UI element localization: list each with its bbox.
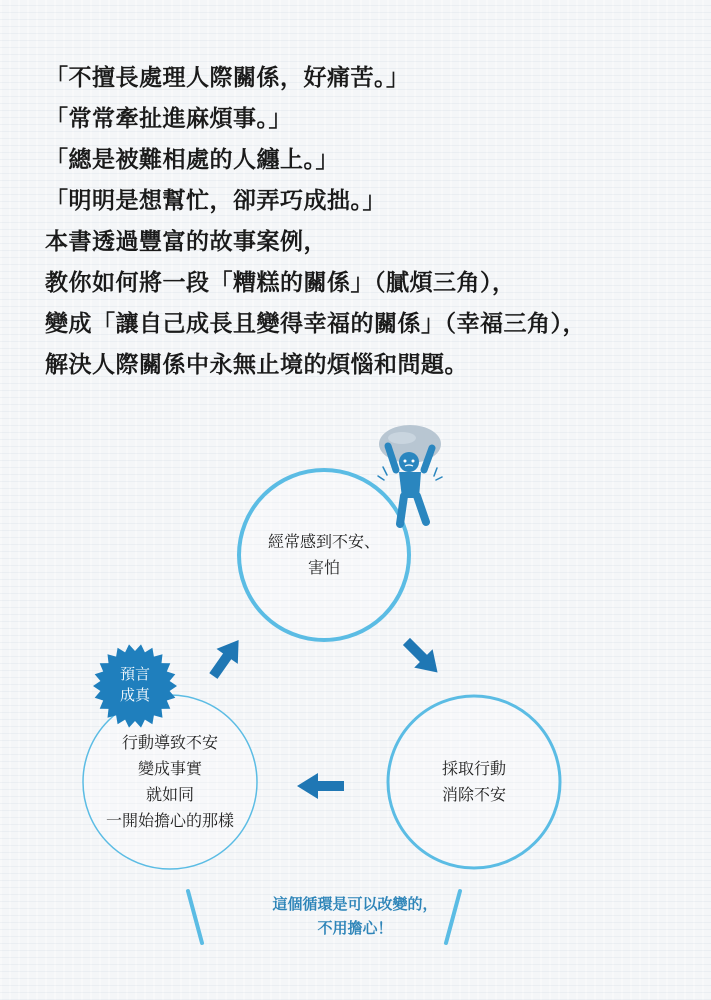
intro-line: 「不擅長處理人際關係，好痛苦。」 (45, 65, 410, 91)
intro-line: 教你如何將一段「糟糕的關係」（膩煩三角）， (45, 270, 516, 296)
badge-label: 預言 成真 (119, 665, 150, 704)
top-circle-label: 經常感到不安、 害怕 (267, 532, 380, 577)
intro-line: 本書透過豐富的故事案例， (45, 229, 327, 255)
arrow-left-icon (297, 773, 344, 799)
right-circle-label: 採取行動 消除不安 (441, 759, 506, 804)
reassurance-note: 這個循環是可以改變的， 不用擔心！ (272, 895, 438, 937)
intro-line: 「明明是想幫忙，卻弄巧成拙。」 (45, 188, 386, 214)
intro-line: 「總是被難相處的人纏上。」 (45, 147, 339, 173)
arrow-down-right-icon (397, 632, 446, 681)
intro-line: 變成「讓自己成長且變得幸福的關係」（幸福三角）， (45, 311, 586, 337)
intro-line: 「常常牽扯進麻煩事。」 (45, 106, 292, 132)
left-slash (188, 891, 202, 943)
intro-line: 解決人際關係中永無止境的煩惱和問題。 (45, 352, 468, 378)
left-circle-label: 行動導致不安 變成事實 就如同 一開始擔心的那樣 (105, 733, 234, 830)
arrow-up-right-icon (203, 633, 250, 684)
